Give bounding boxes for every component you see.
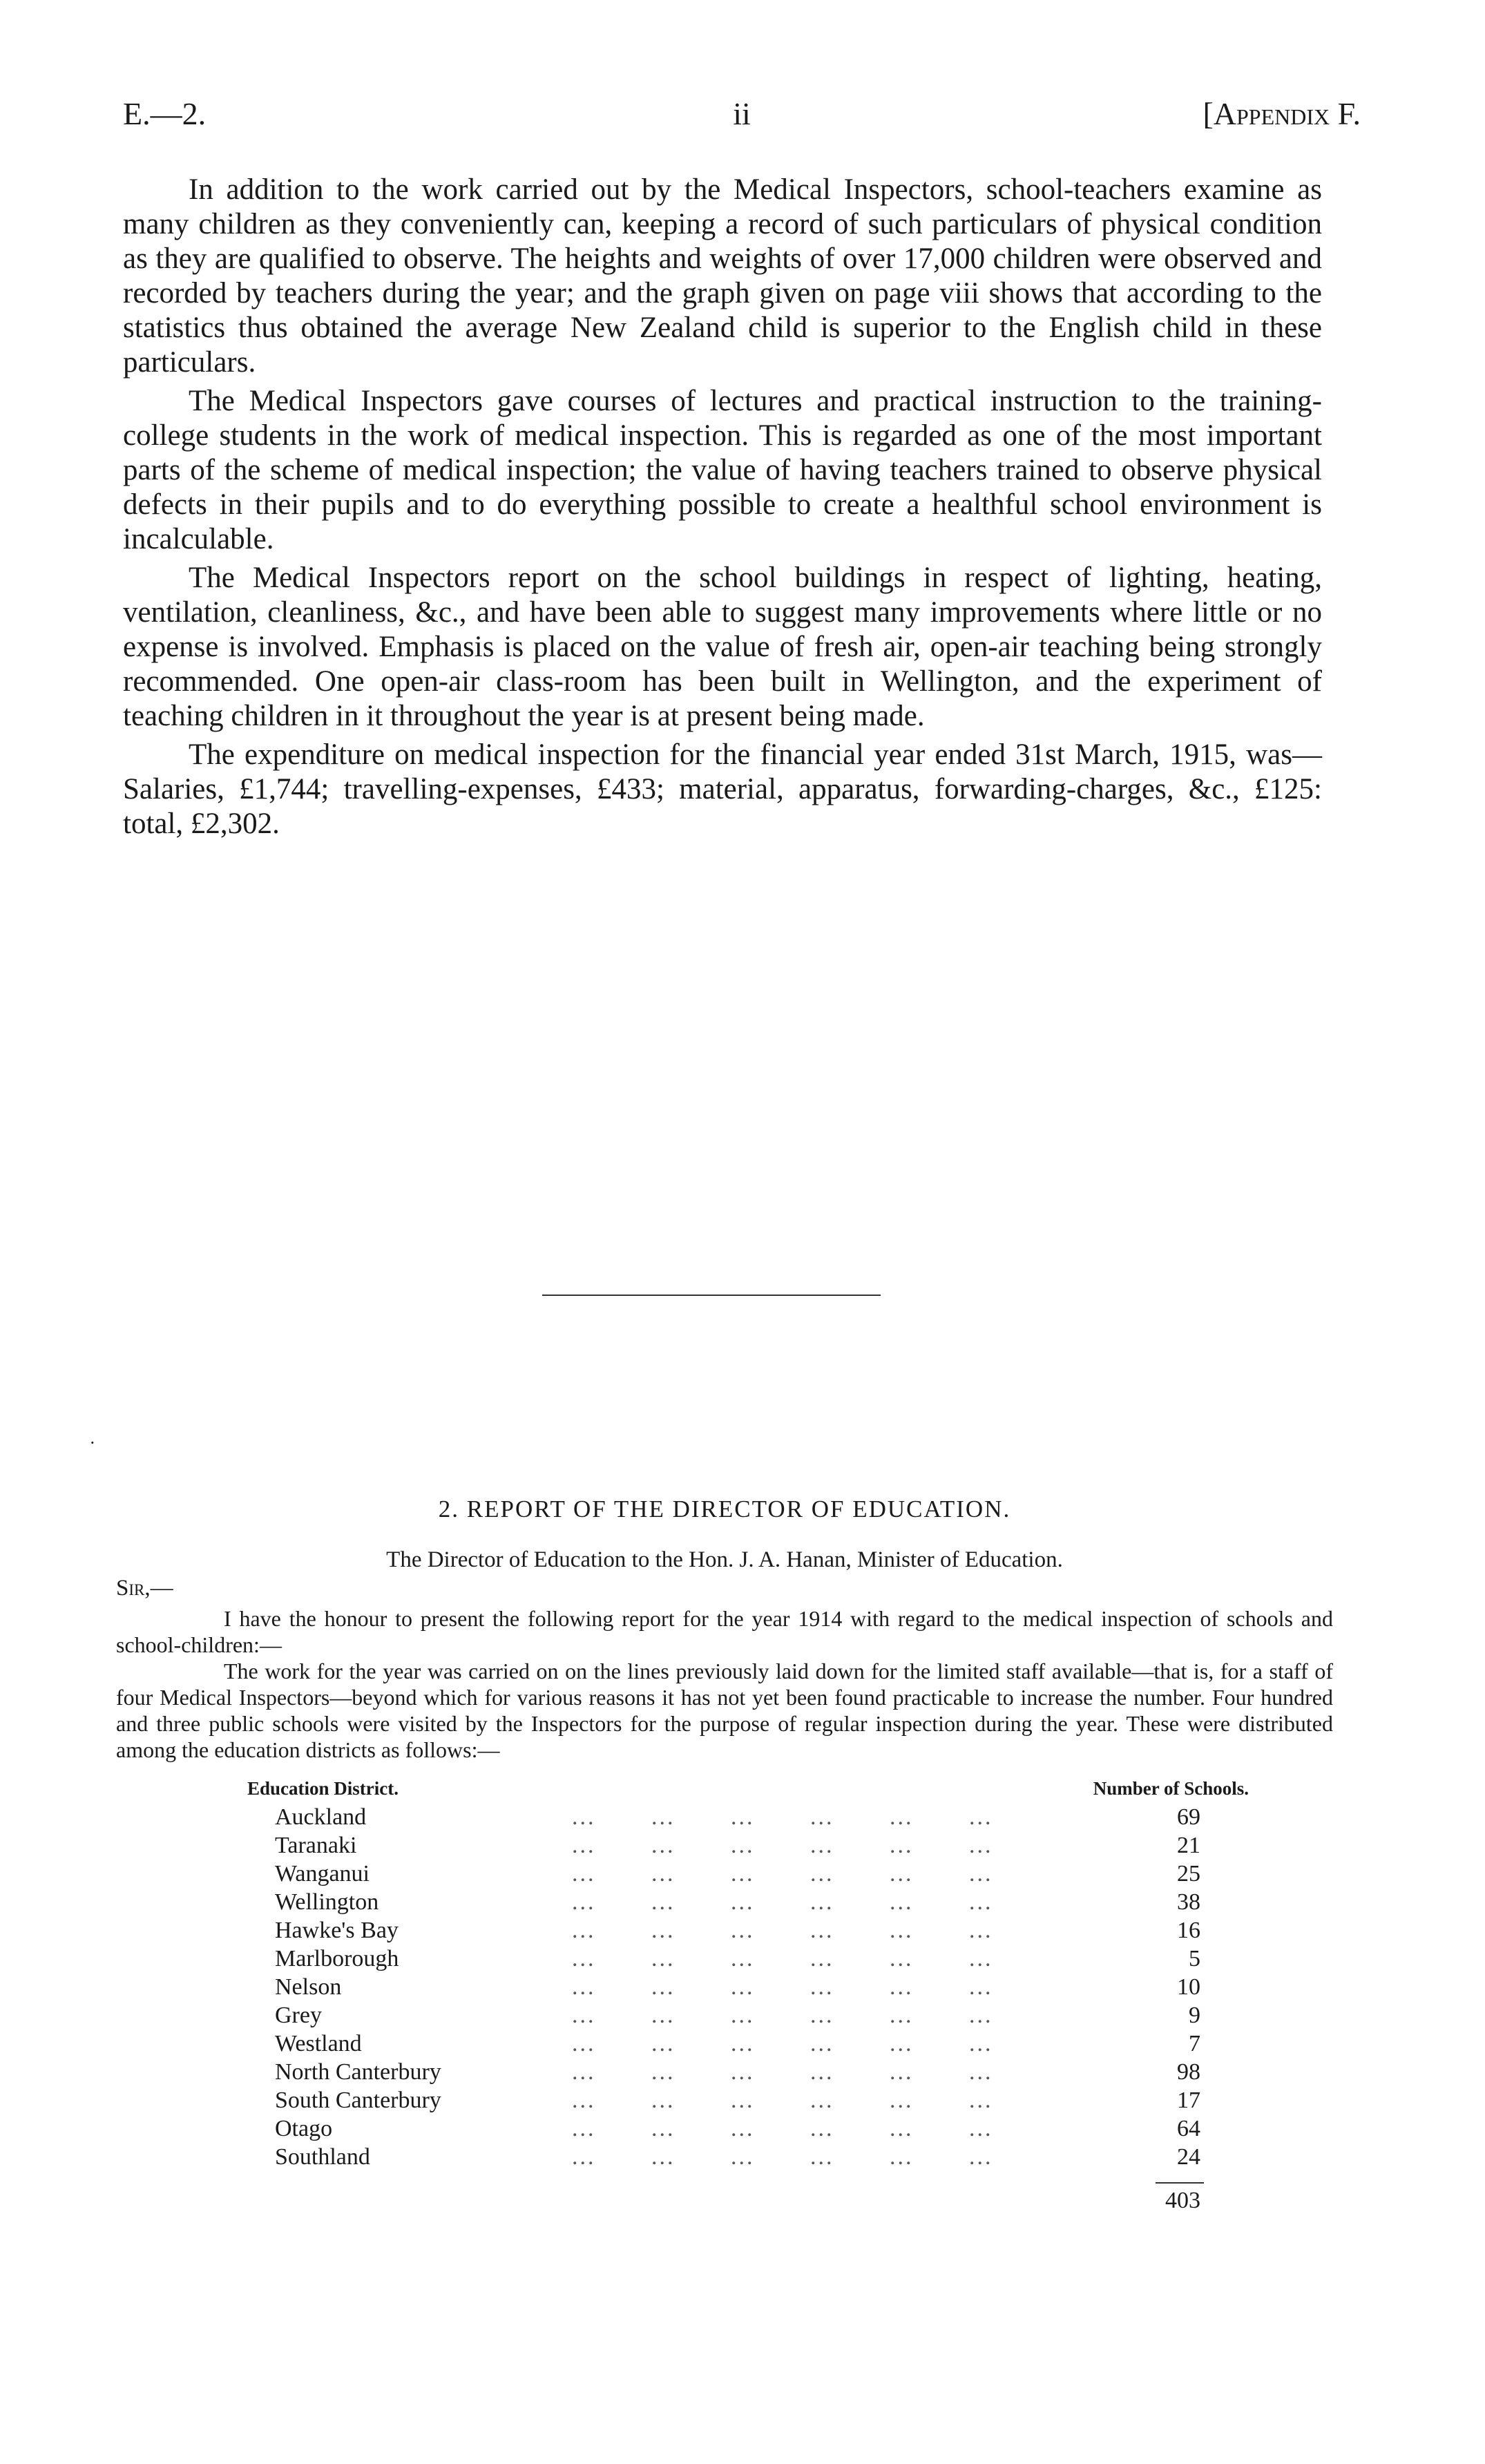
school-count: 24 [1177,2144,1200,2170]
table-row [247,2116,1249,2144]
leader-dots: ... ... ... ... ... ... [572,1946,993,1971]
table-row [247,1889,1249,1918]
table-row [247,1946,1249,1974]
table-row [247,2003,1249,2031]
header-page-number: ii [733,96,751,131]
leader-dots: ... ... ... ... ... ... [572,1833,993,1858]
school-count: 38 [1177,1889,1200,1915]
district-name: Nelson [275,1974,342,2000]
table-header [247,1778,1249,1804]
school-count: 7 [1189,2031,1200,2056]
table-row [247,2031,1249,2059]
paragraph-lectures: The Medical Inspectors gave courses of lectures and practical instruction to the training-college students in the work of medical inspection. This is regarded as one of the most important parts of the scheme of medical inspection; the value of having teachers trained to observe physical defects in their pupils and to do everything possible to create a healthful school environment is incalculable. [123,385,1322,555]
leader-dots: ... ... ... ... ... ... [572,1889,993,1915]
school-count: 64 [1177,2116,1200,2141]
table-row [247,1804,1249,1833]
school-count: 5 [1189,1946,1200,1971]
leader-dots: ... ... ... ... ... ... [572,1918,993,1943]
header-document-code: E.—2. [123,96,207,131]
report-paragraph-intro: I have the honour to present the following report for the year 1914 with regard to the medical inspection of schools and school-children:— [116,1606,1333,1657]
district-name: Southland [275,2144,370,2170]
report-salutation: The Director of Education to the Hon. J. A. Hanan, Minister of Education. [386,1547,1063,1572]
school-count: 16 [1177,1918,1200,1943]
school-count: 9 [1189,2003,1200,2028]
district-name: Otago [275,2116,333,2141]
leader-dots: ... ... ... ... ... ... [572,1974,993,2000]
table-row [247,1918,1249,1946]
table-row [247,1833,1249,1861]
total-rule [1156,2182,1204,2184]
paragraph-teachers-records: In addition to the work carried out by the Medical Inspectors, school-teachers examine as many children as they conveniently can, keeping a record of such particulars of physical condition as they are qualified to observe. The heights and weights of over 17,000 children were observed and recorded by teachers during the year; and the graph given on page viii shows that according to the statistics thus obtained the average New Zealand child is superior to the English child in these particulars. [123,173,1322,379]
leader-dots: ... ... ... ... ... ... [572,2116,993,2141]
medical-inspection-text [123,173,1322,846]
leader-dots: ... ... ... ... ... ... [572,2059,993,2085]
district-name: South Canterbury [275,2088,441,2113]
report-paragraph-work: The work for the year was carried on on the lines previously laid down for the limited staff available—that is, for a staff of four Medical Inspectors—beyond which for various reasons it has not yet been found practicable to increase the number. Four hundred and three public schools were visited by the Inspectors for the purpose of regular inspection during the year. These were distributed among the education districts as follows:— [116,1659,1333,1762]
table-total-row [247,2172,1249,2214]
director-report [116,1496,1333,2214]
report-title: 2. REPORT OF THE DIRECTOR OF EDUCATION. [438,1496,1011,1522]
school-count: 25 [1177,1861,1200,1887]
leader-dots: ... ... ... ... ... ... [572,2031,993,2056]
leader-dots: ... ... ... ... ... ... [572,2144,993,2170]
table-row [247,2144,1249,2172]
district-name: Wellington [275,1889,379,1915]
leader-dots: ... ... ... ... ... ... [572,1804,993,1830]
table-row [247,2059,1249,2088]
table-row [247,1974,1249,2003]
district-name: Grey [275,2003,322,2028]
district-name: Hawke's Bay [275,1918,399,1943]
schools-by-district-table [247,1778,1249,2214]
school-count: 98 [1177,2059,1200,2085]
column-header-district: Education District. [247,1778,399,1799]
print-speck: · [90,1433,95,1453]
report-sir: Sir,— [116,1576,173,1601]
leader-dots: ... ... ... ... ... ... [572,2088,993,2113]
school-count: 17 [1177,2088,1200,2113]
school-count: 69 [1177,1804,1200,1830]
leader-dots: ... ... ... ... ... ... [572,1861,993,1887]
total-schools: 403 [1165,2188,1200,2213]
district-name: Wanganui [275,1861,370,1887]
leader-dots: ... ... ... ... ... ... [572,2003,993,2028]
paragraph-school-buildings: The Medical Inspectors report on the school buildings in respect of lighting, heating, ventilation, cleanliness, &c., and have been able to suggest many improvements where little or no expense is involved. Emphasis is placed on the value of fresh air, open-air teaching being strongly recommended. One open-air class-room has been built in Wellington, and the experiment of teaching children in it throughout the year is at present being made. [123,562,1322,732]
table-row [247,2088,1249,2116]
district-name: Taranaki [275,1833,357,1858]
district-name: Auckland [275,1804,367,1830]
table-row [247,1861,1249,1889]
district-name: Marlborough [275,1946,399,1971]
school-count: 21 [1177,1833,1200,1858]
page-header [123,95,1361,137]
district-name: Westland [275,2031,362,2056]
column-header-schools: Number of Schools. [1093,1778,1249,1799]
section-divider [542,1295,881,1296]
school-count: 10 [1177,1974,1200,2000]
header-appendix-label: [Appendix F. [1203,96,1361,131]
district-name: North Canterbury [275,2059,441,2085]
paragraph-expenditure: The expenditure on medical inspection for the financial year ended 31st March, 1915, was—Salaries, £1,744; travelling-expenses, £433; material, apparatus, forwarding-charges, &c., £125: total, £2,302. [123,738,1322,840]
